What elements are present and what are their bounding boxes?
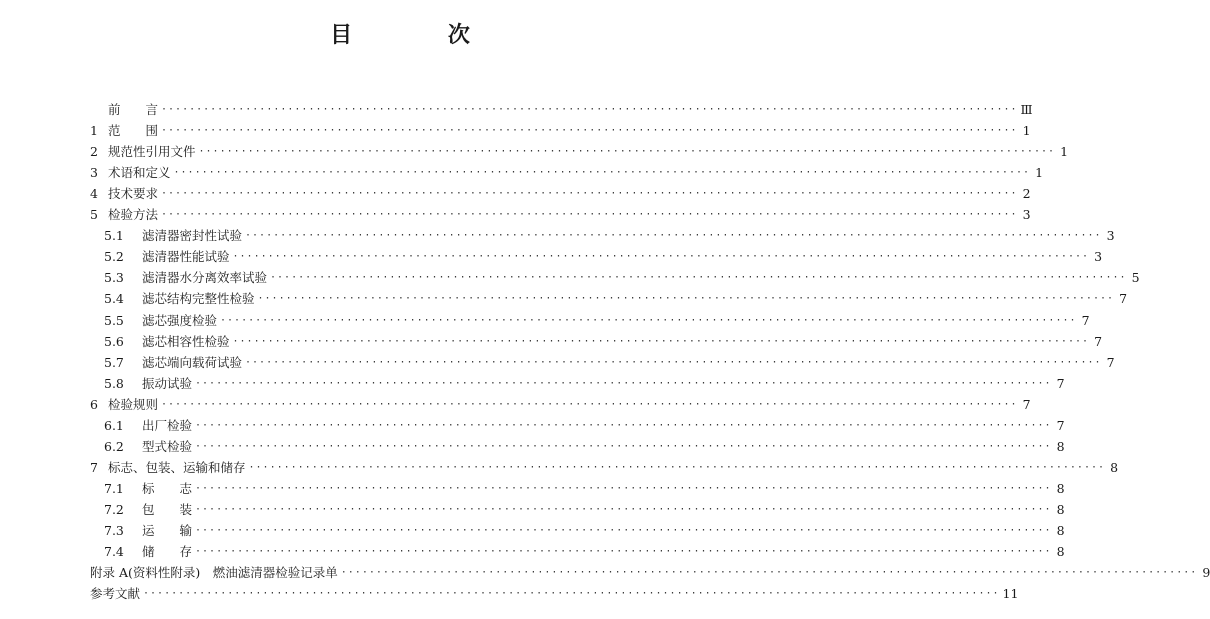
dot-leader: ·························································································································· <box>161 125 1018 137</box>
toc-entry[interactable] <box>90 264 1140 286</box>
dot-leader: ·························································································································· <box>257 293 1115 305</box>
toc-number: 2 <box>90 144 98 160</box>
dot-leader: ·························································································································· <box>161 188 1018 200</box>
toc-entry[interactable] <box>90 391 1031 412</box>
toc-entry[interactable] <box>90 580 1019 602</box>
toc-page: 8 <box>1056 438 1065 454</box>
toc-heading: 参考文献 <box>90 586 141 602</box>
toc-entry[interactable] <box>90 243 1103 265</box>
toc-page: 1 <box>1060 144 1069 160</box>
toc-heading: 滤清器性能试验 <box>142 249 230 265</box>
dot-leader: ·························································································································· <box>161 104 1018 116</box>
dot-leader: ·························································································································· <box>248 461 1106 473</box>
toc-heading: 包 装 <box>142 501 193 517</box>
toc-number: 5.2 <box>104 249 124 265</box>
toc-heading: 滤芯相容性检验 <box>142 333 230 349</box>
toc-entry[interactable] <box>90 285 1128 307</box>
toc-entry[interactable] <box>90 201 1031 223</box>
toc-heading: 标志、包装、运输和储存 <box>108 459 246 475</box>
toc-entry[interactable] <box>90 475 1065 496</box>
toc-page: 7 <box>1022 396 1031 412</box>
dot-leader: ·························································································································· <box>143 588 1000 600</box>
toc-page: 7 <box>1094 333 1103 349</box>
toc-entry[interactable] <box>90 538 1065 560</box>
toc-number: 7.4 <box>104 544 124 560</box>
toc-number: 5.1 <box>104 228 124 244</box>
toc-entry[interactable] <box>90 559 1210 581</box>
dot-leader: ·························································································································· <box>232 335 1090 347</box>
toc-entry[interactable] <box>90 117 1031 139</box>
toc-entry[interactable] <box>90 349 1115 370</box>
toc-page: 5 <box>1131 270 1140 286</box>
toc-heading: 前 言 <box>108 102 159 118</box>
toc-number: 7 <box>90 459 98 475</box>
toc-number: 6.2 <box>104 438 124 454</box>
toc-number: 5.3 <box>104 270 124 286</box>
dot-leader: ·························································································································· <box>195 377 1052 389</box>
toc-page: 1 <box>1035 165 1044 181</box>
toc-number: 4 <box>90 186 98 202</box>
toc-page: 8 <box>1056 501 1065 517</box>
toc-page: 8 <box>1110 459 1119 475</box>
toc-number: 5.5 <box>104 312 124 328</box>
toc-number: 7.2 <box>104 501 124 517</box>
toc-page: 3 <box>1022 207 1031 223</box>
toc-heading: 出厂检验 <box>142 417 193 433</box>
toc-number: 5.6 <box>104 333 124 349</box>
dot-leader: ·························································································································· <box>161 398 1018 410</box>
toc-heading: 滤清器水分离效率试验 <box>142 270 268 286</box>
toc-page: 2 <box>1022 186 1031 202</box>
toc-entry[interactable] <box>90 138 1069 160</box>
toc-heading: 技术要求 <box>108 186 159 202</box>
toc-page: 1 <box>1022 123 1031 139</box>
dot-leader: ·························································································································· <box>195 440 1052 452</box>
toc-entry[interactable] <box>90 454 1119 475</box>
dot-leader: ·························································································································· <box>340 567 1198 579</box>
toc-number: 6.1 <box>104 417 124 433</box>
dot-leader: ·························································································································· <box>245 230 1102 242</box>
toc-entry[interactable] <box>90 159 1044 181</box>
toc-page: 8 <box>1056 522 1065 538</box>
toc-heading: 滤芯结构完整性检验 <box>142 291 255 307</box>
table-of-contents <box>90 96 1210 602</box>
toc-heading: 规范性引用文件 <box>108 144 196 160</box>
dot-leader: ·························································································································· <box>220 314 1077 326</box>
toc-entry[interactable] <box>90 180 1031 202</box>
dot-leader: ·························································································································· <box>198 146 1056 158</box>
toc-page: 7 <box>1056 375 1065 391</box>
toc-page: 7 <box>1119 291 1128 307</box>
toc-entry[interactable] <box>90 496 1065 517</box>
toc-heading: 附录 A(资料性附录) 燃油滤清器检验记录单 <box>90 565 338 581</box>
dot-leader: ·························································································································· <box>245 356 1102 368</box>
toc-page: 7 <box>1081 312 1090 328</box>
toc-heading: 范 围 <box>108 123 159 139</box>
toc-page: 8 <box>1056 544 1065 560</box>
dot-leader: ·························································································································· <box>173 167 1031 179</box>
toc-number: 7.1 <box>104 480 124 496</box>
toc-entry[interactable] <box>90 222 1115 244</box>
toc-number: 6 <box>90 396 98 412</box>
dot-leader: ·························································································································· <box>195 419 1052 431</box>
toc-number: 3 <box>90 165 98 181</box>
toc-page: 7 <box>1106 354 1115 370</box>
toc-heading: 滤芯端向载荷试验 <box>142 354 243 370</box>
dot-leader: ·························································································································· <box>161 209 1018 221</box>
dot-leader: ·························································································································· <box>195 546 1052 558</box>
toc-entry[interactable] <box>90 328 1103 349</box>
dot-leader: ·························································································································· <box>195 503 1052 515</box>
toc-page: 3 <box>1106 228 1115 244</box>
toc-heading: 运 输 <box>142 522 193 538</box>
toc-entry[interactable] <box>90 433 1065 454</box>
toc-heading: 型式检验 <box>142 438 193 454</box>
toc-page: Ⅲ <box>1020 102 1033 118</box>
toc-heading: 检验规则 <box>108 396 159 412</box>
toc-heading: 标 志 <box>142 480 193 496</box>
toc-number: 5.4 <box>104 291 124 307</box>
toc-heading: 滤清器密封性试验 <box>142 228 243 244</box>
toc-entry[interactable] <box>90 412 1065 433</box>
toc-heading: 振动试验 <box>142 375 193 391</box>
page-title: 目 次 <box>330 23 514 48</box>
toc-heading: 术语和定义 <box>108 165 171 181</box>
toc-heading: 储 存 <box>142 544 193 560</box>
dot-leader: ·························································································································· <box>195 524 1052 536</box>
toc-entry[interactable] <box>90 370 1065 391</box>
dot-leader: ·························································································································· <box>270 272 1127 284</box>
toc-page: 7 <box>1056 417 1065 433</box>
toc-number: 5.7 <box>104 354 124 370</box>
toc-number: 5 <box>90 207 98 223</box>
toc-page: 8 <box>1056 480 1065 496</box>
toc-heading: 检验方法 <box>108 207 159 223</box>
toc-entry[interactable] <box>90 306 1090 328</box>
toc-heading: 滤芯强度检验 <box>142 312 218 328</box>
toc-page: 3 <box>1094 249 1103 265</box>
toc-entry[interactable] <box>90 96 1033 118</box>
toc-page: 11 <box>1002 586 1019 602</box>
dot-leader: ·························································································································· <box>195 482 1052 494</box>
toc-number: 7.3 <box>104 522 124 538</box>
dot-leader: ·························································································································· <box>232 251 1090 263</box>
toc-number: 5.8 <box>104 375 124 391</box>
toc-entry[interactable] <box>90 517 1065 538</box>
toc-page: 9 <box>1202 565 1210 581</box>
toc-number: 1 <box>90 123 98 139</box>
